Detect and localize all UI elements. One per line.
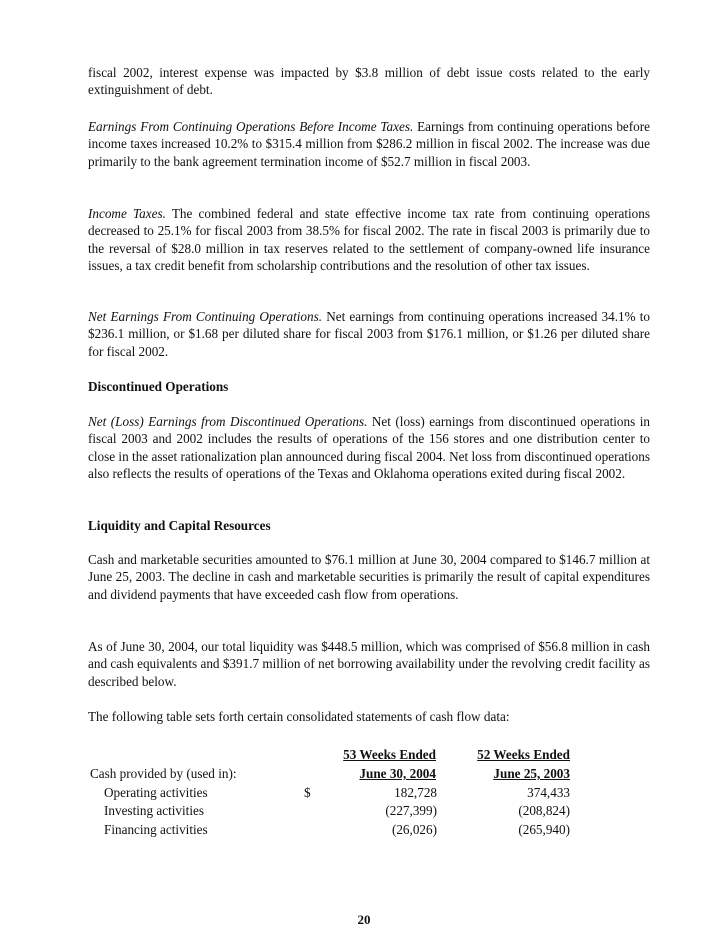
- paragraph-body: Net earnings from continuing operations increased 34.1% to $236.1 million, or $1.68 per diluted share for fiscal 2003 from $176.1 million, or $1.26 per diluted share for fiscal 2002.: [88, 309, 650, 359]
- value-operating-2003: 374,433: [527, 785, 570, 800]
- col2-header-line1: 52 Weeks Ended: [477, 747, 570, 762]
- paragraph-table-intro: [88, 708, 650, 725]
- value-financing-2003: (265,940): [518, 822, 570, 837]
- paragraph-net-earnings: [88, 308, 650, 360]
- paragraph-total-liquidity: [88, 638, 650, 690]
- row-header-label: Cash provided by (used in):: [90, 766, 237, 781]
- section-heading: Discontinued Operations: [88, 379, 229, 394]
- currency-symbol: $: [304, 785, 311, 800]
- paragraph-title: Net Earnings From Continuing Operations.: [88, 309, 323, 324]
- paragraph-body: The combined federal and state effective income tax rate from continuing operations decreased to 25.1% for fiscal 2003 from 38.5% for fiscal 2002. The rate in fiscal 2003 is primarily due to the reversal of $28.0 million in tax reserves related to the settlement of company-owned life insurance issues, a tax credit benefit from scholarship contributions and the resolution of other tax issues.: [88, 206, 650, 274]
- paragraph-title: Net (Loss) Earnings from Discontinued Operations.: [88, 414, 368, 429]
- row-label-financing: Financing activities: [104, 822, 208, 837]
- paragraph-text: As of June 30, 2004, our total liquidity was $448.5 million, which was comprised of $56.8 million in cash and cash equivalents and $391.7 million of net borrowing availability under the revolving credit facility as described below.: [88, 639, 650, 689]
- paragraph-text: Cash and marketable securities amounted to $76.1 million at June 30, 2004 compared to $146.7 million at June 25, 2003. The decline in cash and marketable securities is primarily the result of capital expenditures and dividend payments that have exceeded cash flow from operations.: [88, 552, 650, 602]
- row-label-operating: Operating activities: [104, 785, 208, 800]
- paragraph-text: The following table sets forth certain consolidated statements of cash flow data:: [88, 709, 510, 724]
- paragraph-income-taxes: [88, 205, 650, 275]
- value-investing-2003: (208,824): [518, 803, 570, 818]
- paragraph-discontinued-operations: [88, 413, 650, 483]
- col1-header-line2: June 30, 2004: [359, 766, 436, 781]
- section-heading: Liquidity and Capital Resources: [88, 518, 271, 533]
- paragraph-cash-securities: [88, 551, 650, 603]
- col1-header-line1: 53 Weeks Ended: [343, 747, 436, 762]
- value-operating-2004: 182,728: [394, 785, 437, 800]
- page-number: 20: [357, 912, 371, 927]
- paragraph-earnings-before-taxes: [88, 118, 650, 170]
- section-heading-liquidity: [88, 517, 650, 534]
- paragraph-interest-expense: [88, 64, 650, 99]
- cash-flow-table: [88, 744, 650, 844]
- value-financing-2004: (26,026): [391, 822, 437, 837]
- paragraph-title: Earnings From Continuing Operations Before Income Taxes.: [88, 119, 414, 134]
- section-heading-discontinued: [88, 378, 650, 395]
- paragraph-body: Net (loss) earnings from discontinued operations in fiscal 2003 and 2002 includes the results of operations of the 156 stores and one distribution center to close in the asset rationalization plan announced during fiscal 2004. Net loss from discontinued operations also reflects the results of operations of the Texas and Oklahoma operations exited during fiscal 2002.: [88, 414, 650, 482]
- paragraph-text: fiscal 2002, interest expense was impacted by $3.8 million of debt issue costs related to the early extinguishment of debt.: [88, 65, 650, 98]
- paragraph-body: Earnings from continuing operations before income taxes increased 10.2% to $315.4 million from $286.2 million in fiscal 2002. The increase was due primarily to the bank agreement termination income of $52.7 million in fiscal 2003.: [88, 119, 650, 169]
- value-investing-2004: (227,399): [385, 803, 437, 818]
- row-label-investing: Investing activities: [104, 803, 204, 818]
- col2-header-line2: June 25, 2003: [493, 766, 570, 781]
- paragraph-title: Income Taxes.: [88, 206, 166, 221]
